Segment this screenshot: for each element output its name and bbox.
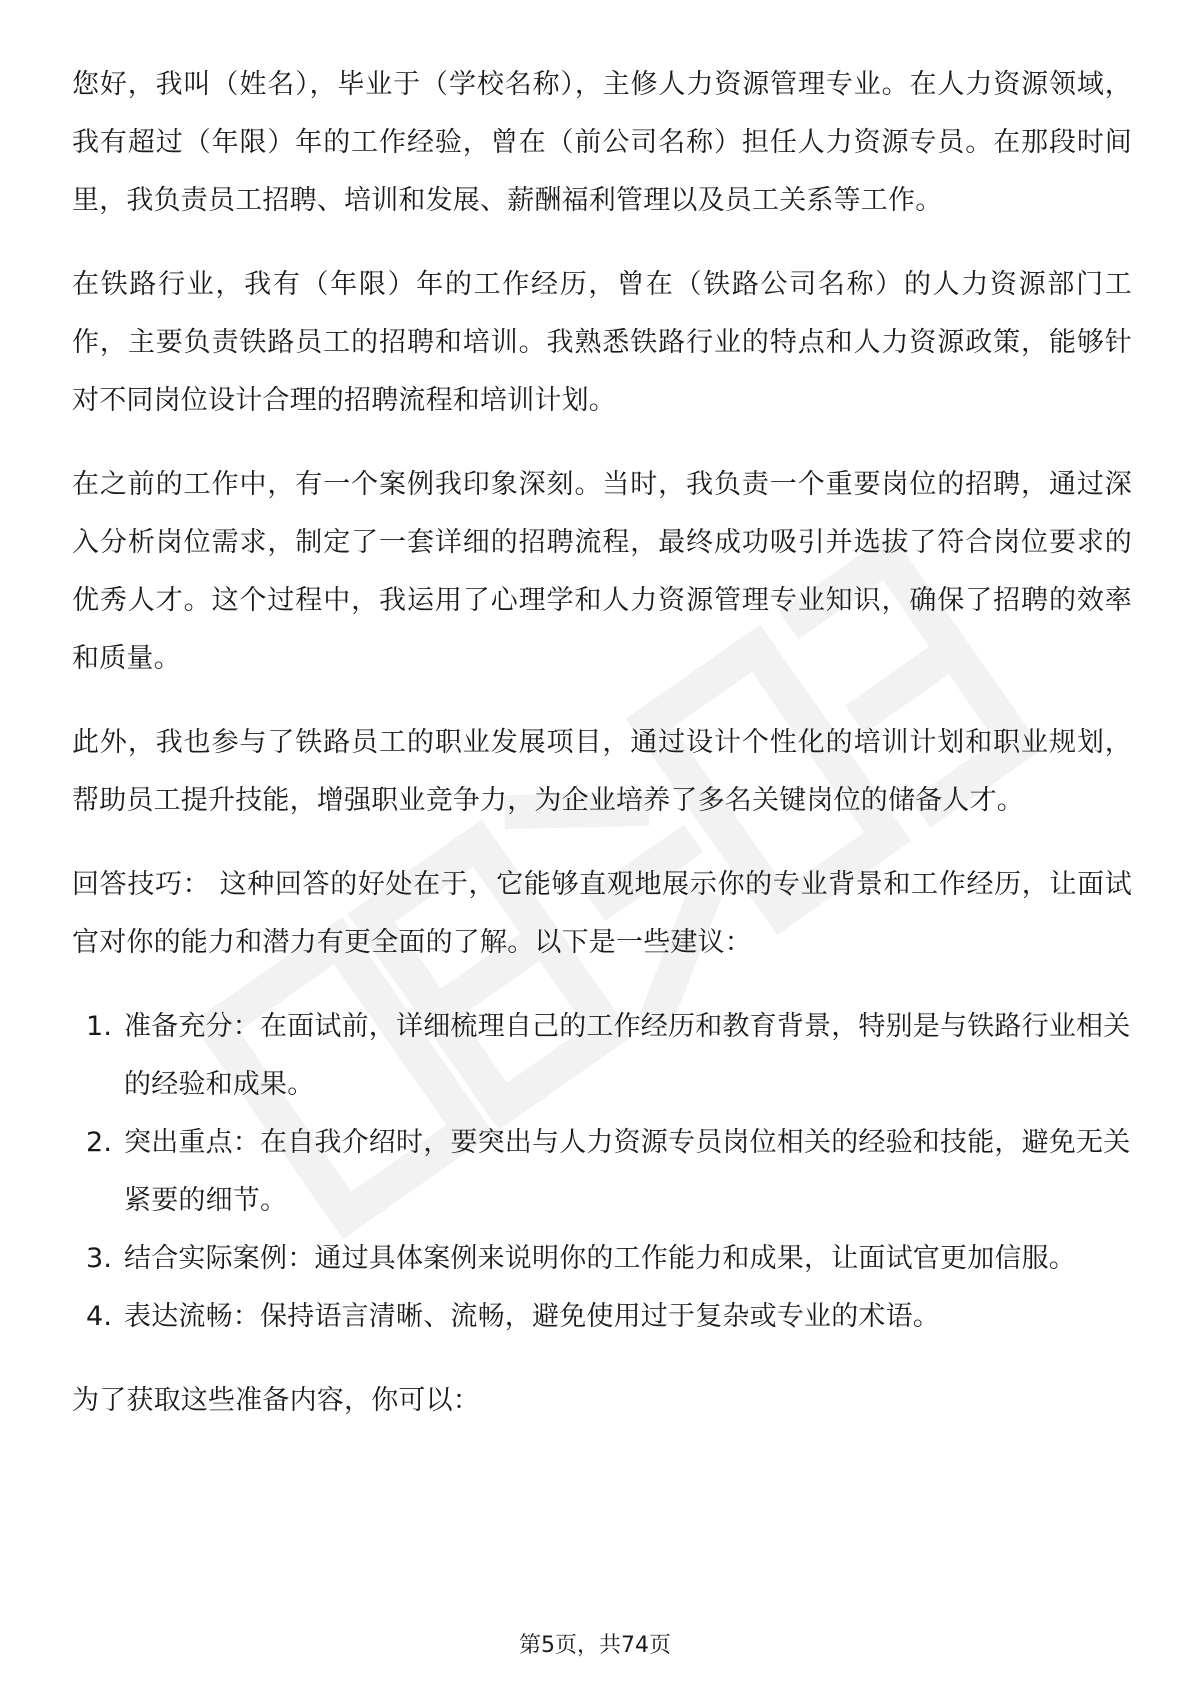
list-item-text: 表达流畅：保持语言清晰、流畅，避免使用过于复杂或专业的术语。 <box>124 1301 940 1332</box>
list-item <box>72 998 1132 1114</box>
list-item-number: 1. <box>86 1011 113 1042</box>
page-number-footer: 第5页，共74页 <box>519 1633 671 1658</box>
paragraph-railway-experience: 在铁路行业，我有（年限）年的工作经历，曾在（铁路公司名称）的人力资源部门工作，主要负责铁路员工的招聘和培训。我熟悉铁路行业的特点和人力资源政策，能够针对不同岗位设计合理的招聘流程和培训计划。 <box>72 269 1132 416</box>
paragraph-career-development: 此外，我也参与了铁路员工的职业发展项目，通过设计个性化的培训计划和职业规划，帮助员工提升技能，增强职业竞争力，为企业培养了多名关键岗位的储备人才。 <box>72 727 1132 816</box>
document-body <box>72 56 1132 1456</box>
paragraph-case: 在之前的工作中，有一个案例我印象深刻。当时，我负责一个重要岗位的招聘，通过深入分析岗位需求，制定了一套详细的招聘流程，最终成功吸引并选拔了符合岗位要求的优秀人才。这个过程中，我运用了心理学和人力资源管理专业知识，确保了招聘的效率和质量。 <box>72 469 1132 674</box>
list-item <box>72 1114 1132 1230</box>
list-item-text: 准备充分：在面试前，详细梳理自己的工作经历和教育背景，特别是与铁路行业相关的经验和成果。 <box>124 1011 1131 1100</box>
list-item <box>72 1230 1132 1288</box>
paragraph-intro: 您好，我叫（姓名），毕业于（学校名称），主修人力资源管理专业。在人力资源领域，我有超过（年限）年的工作经验，曾在（前公司名称）担任人力资源专员。在那段时间里，我负责员工招聘、培训和发展、薪酬福利管理以及员工关系等工作。 <box>72 69 1132 216</box>
list-item-number: 3. <box>86 1243 113 1274</box>
paragraph-answer-tips: 回答技巧： 这种回答的好处在于，它能够直观地展示你的专业背景和工作经历，让面试官对你的能力和潜力有更全面的了解。以下是一些建议： <box>72 869 1132 958</box>
list-item-number: 2. <box>86 1127 113 1158</box>
paragraph-closing: 为了获取这些准备内容，你可以： <box>72 1385 480 1416</box>
list-item-text: 结合实际案例：通过具体案例来说明你的工作能力和成果，让面试官更加信服。 <box>124 1243 1076 1274</box>
tips-list <box>72 998 1132 1346</box>
list-item-text: 突出重点：在自我介绍时，要突出与人力资源专员岗位相关的经验和技能，避免无关紧要的细节。 <box>124 1127 1131 1216</box>
list-item <box>72 1288 1132 1346</box>
list-item-number: 4. <box>86 1301 113 1332</box>
